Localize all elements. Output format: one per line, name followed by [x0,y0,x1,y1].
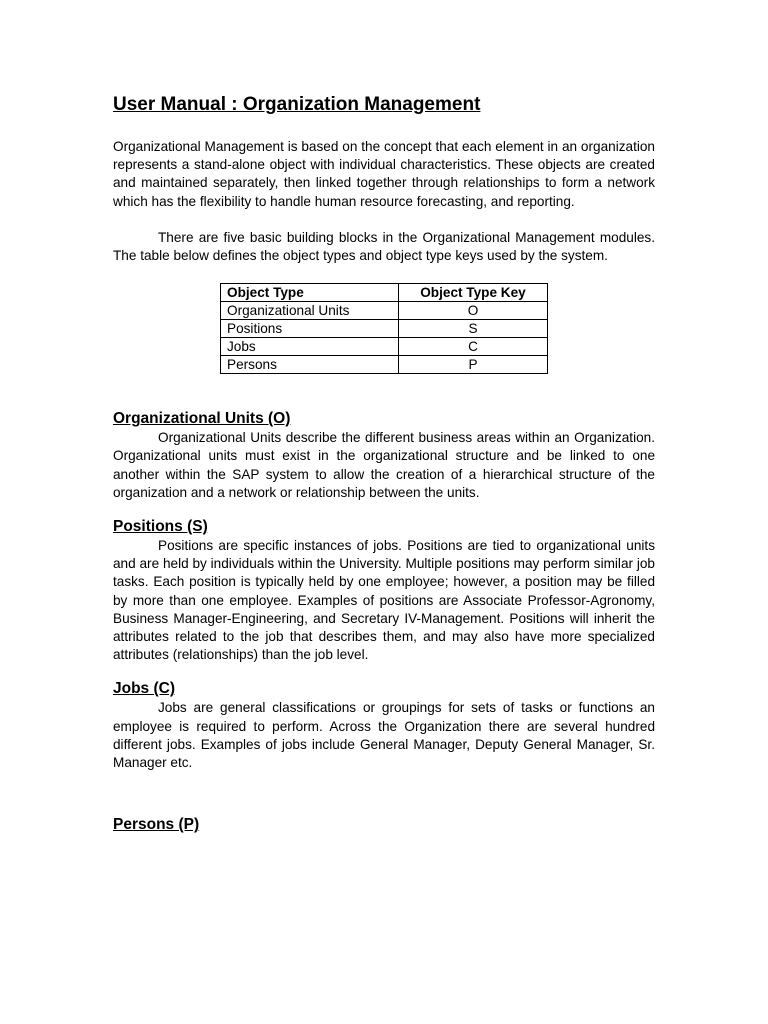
spacer [113,211,655,229]
table-header-row [221,284,548,302]
document-page [113,92,655,835]
table-row [221,338,548,356]
spacer [113,374,655,409]
section-heading-jobs: Jobs (C) [113,680,175,698]
document-title: User Manual : Organization Management [113,94,481,115]
table-header-object-type: Object Type [221,284,399,302]
table-header-object-type-key: Object Type Key [399,284,548,302]
table-row [221,320,548,338]
section-text-positions: Positions are specific instances of jobs. Positions are tied to organizational units and are held by individuals within the University. Multiple positions may perform similar job tasks. Each position is typically held by one employee; however, a position may be filled by more than one employee. Examples of positions are Associate Professor-Agronomy, Business Manager-Engineering, and Secretary IV-Management. Positions will inherit the attributes related to the job that describes them, and may also have more specialized attributes (relationships) than the job level. [113,538,655,663]
table-cell-object-key: C [399,338,548,356]
table-cell-object-key: S [399,320,548,338]
section-text-jobs: Jobs are general classifications or groupings for sets of tasks or functions an employee is required to perform. Across the Organization there are several hundred different jobs. Examples of jobs include General Manager, Deputy General Manager, Sr. Manager etc. [113,700,655,771]
table-cell-object-type: Positions [221,320,399,338]
intro-paragraph-2: There are five basic building blocks in the Organizational Management modules. The table below defines the object types and object type keys used by the system. [113,229,655,264]
section-heading-persons: Persons (P) [113,816,200,834]
table-row [221,302,548,320]
section-text-org-units: Organizational Units describe the different business areas within an Organization. Organizational units must exist in the organizational structure and be linked to one another within the SAP system to allow the creation of a hierarchical structure of the organization and a network or relationship between the units. [113,430,655,500]
intro-paragraph-1: Organizational Management is based on the concept that each element in an organization represents a stand-alone object with individual characteristics. These objects are created and maintained separately, then linked together through relationships to form a network which has the flexibility to handle human resource forecasting, and reporting. [113,139,655,209]
table-cell-object-type: Jobs [221,338,399,356]
object-type-table [220,283,548,374]
table-cell-object-key: P [399,356,548,374]
table-cell-object-key: O [399,302,548,320]
spacer [113,772,655,815]
spacer [113,664,655,679]
table-row [221,356,548,374]
table-cell-object-type: Organizational Units [221,302,399,320]
section-heading-org-units: Organizational Units (O) [113,410,291,428]
table-cell-object-type: Persons [221,356,399,374]
spacer [113,502,655,517]
section-heading-positions: Positions (S) [113,518,208,536]
